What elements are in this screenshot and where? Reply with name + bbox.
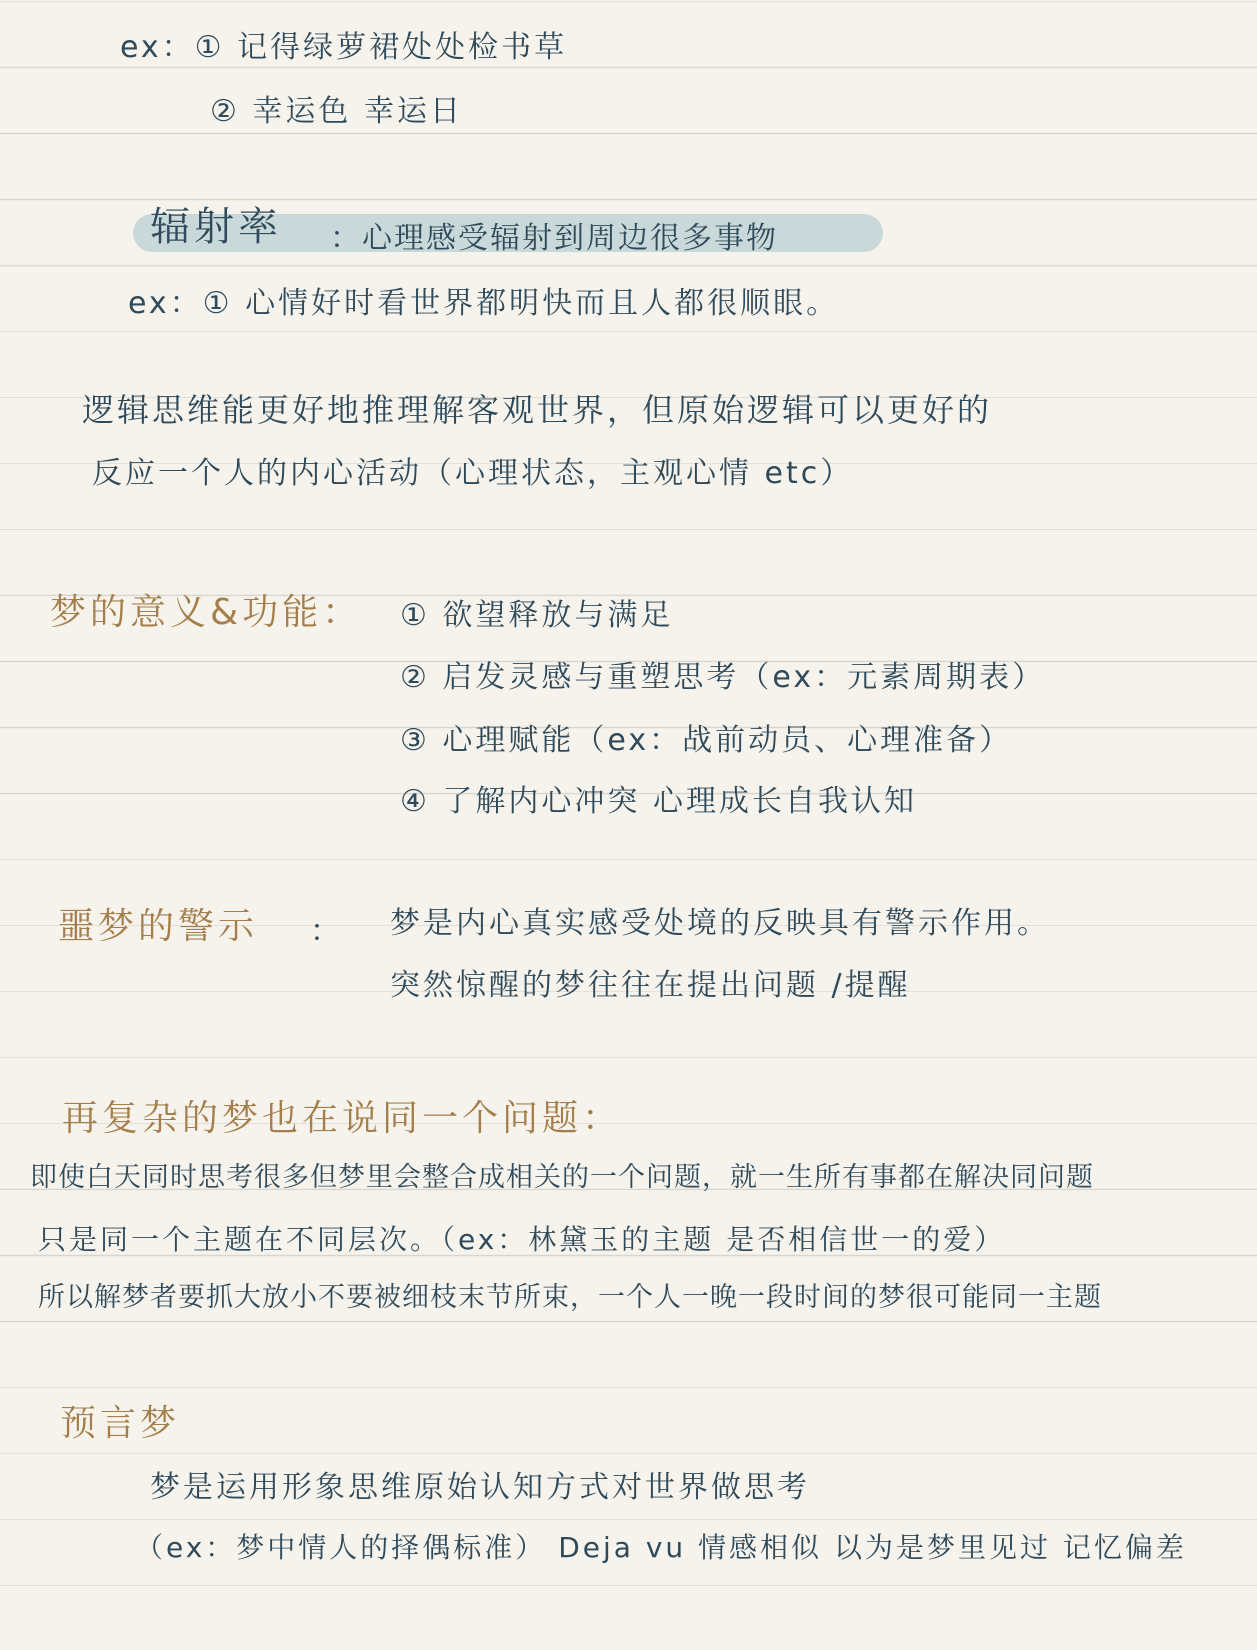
example-line-1: ex：① 记得绿萝裙处处检书草 (120, 30, 568, 65)
meaning-item: ① 欲望释放与满足 (400, 598, 674, 633)
meaning-item: ③ 心理赋能（ex：战前动员、心理准备） (400, 723, 1013, 758)
logic-line-2: 反应一个人的内心活动（心理状态，主观心情 etc） (92, 456, 854, 491)
prophecy-line-2: （ex：梦中情人的择偶标准） Deja vu 情感相似 以为是梦里见过 记忆偏差 (135, 1531, 1187, 1564)
example-line-2: ② 幸运色 幸运日 (210, 94, 463, 129)
nightmare-heading: 噩梦的警示 (58, 906, 259, 947)
complex-line-3: 所以解梦者要抓大放小不要被细枝末节所束，一个人一晚一段时间的梦很可能同一主题 (38, 1282, 1102, 1313)
meaning-heading: 梦的意义&功能： (50, 592, 363, 633)
meaning-item: ④ 了解内心冲突 心理成长自我认知 (400, 784, 917, 819)
radiation-description: ：心理感受辐射到周边很多事物 (330, 221, 778, 256)
nightmare-line-2: 突然惊醒的梦往往在提出问题 /提醒 (390, 968, 911, 1003)
complex-heading: 再复杂的梦也在说同一个问题： (62, 1098, 623, 1139)
logic-line-1: 逻辑思维能更好地推理解客观世界，但原始逻辑可以更好的 (82, 391, 993, 429)
nightmare-colon: ： (310, 914, 343, 949)
prophecy-heading: 预言梦 (60, 1403, 181, 1444)
example-line-3: ex：① 心情好时看世界都明快而且人都很顺眼。 (128, 286, 840, 321)
nightmare-line-1: 梦是内心真实感受处境的反映具有警示作用。 (390, 906, 1050, 941)
meaning-item: ② 启发灵感与重塑思考（ex：元素周期表） (400, 660, 1046, 695)
radiation-title: 辐射率 (150, 204, 282, 250)
prophecy-line-1: 梦是运用形象思维原始认知方式对世界做思考 (150, 1470, 810, 1505)
complex-line-1: 即使白天同时思考很多但梦里会整合成相关的一个问题，就一生所有事都在解决同问题 (30, 1162, 1094, 1193)
complex-line-2: 只是同一个主题在不同层次。（ex：林黛玉的主题 是否相信世一的爱） (38, 1223, 1006, 1256)
